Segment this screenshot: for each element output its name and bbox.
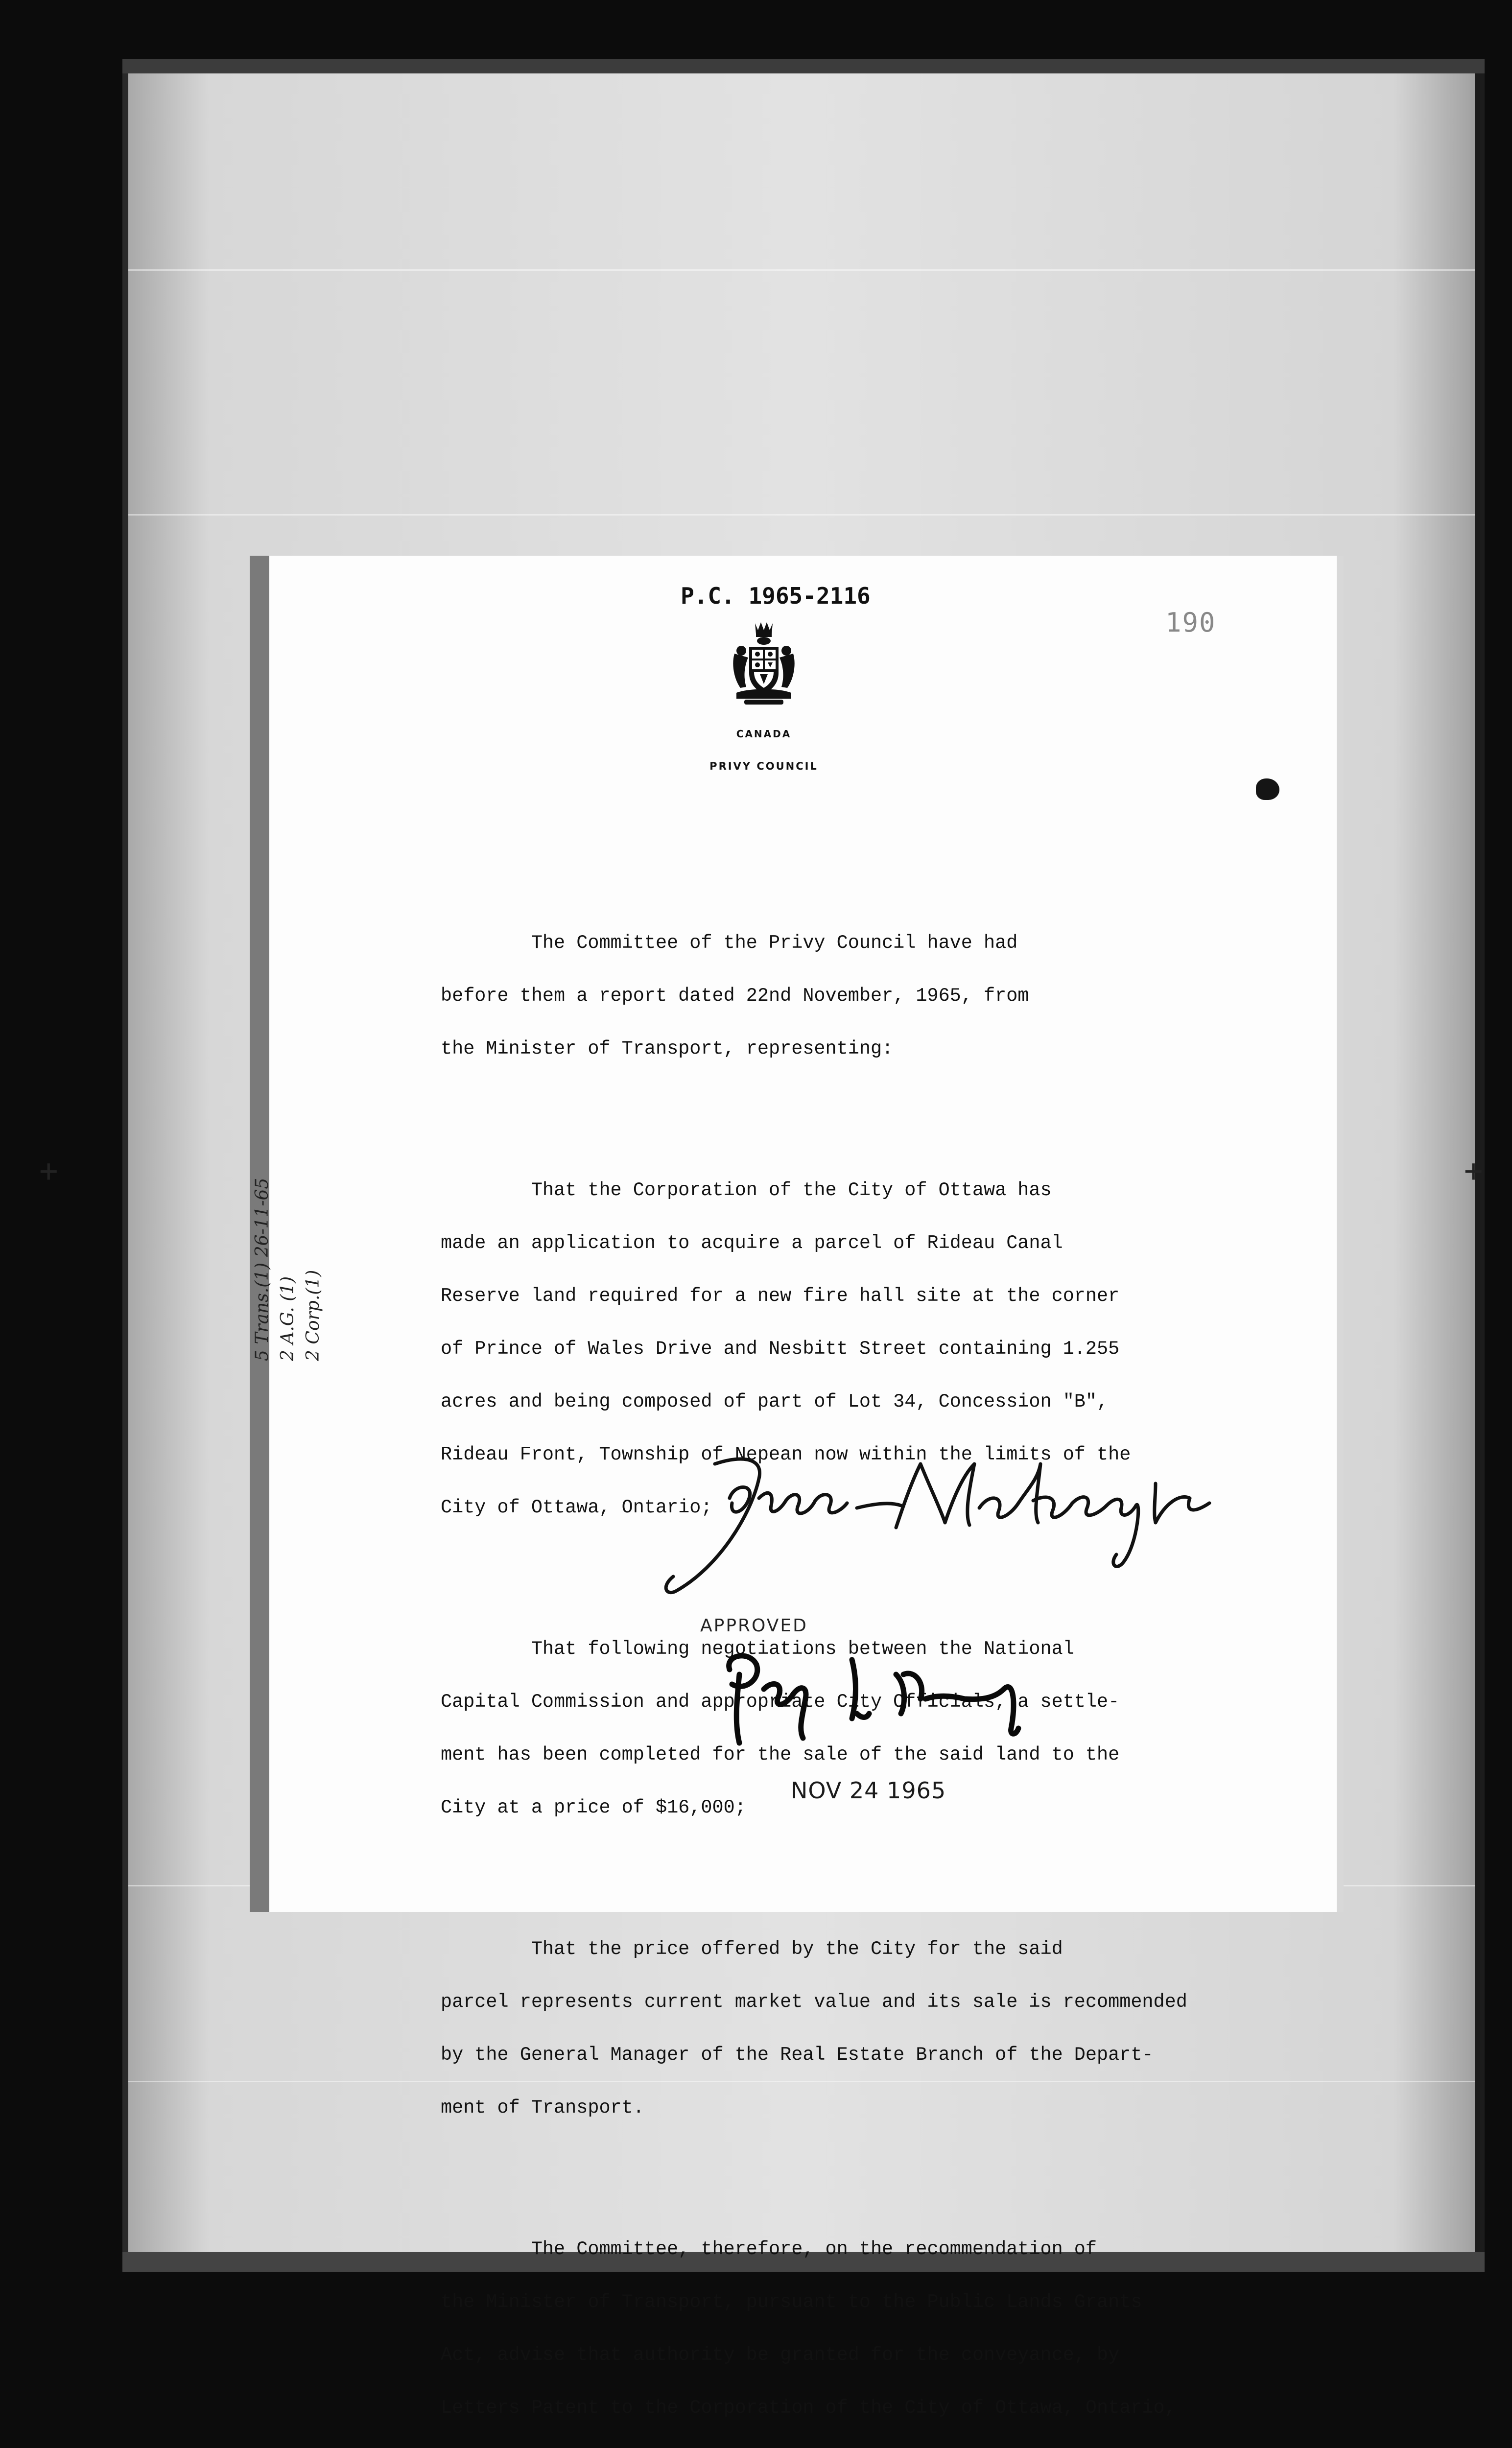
folio-number: 190: [1165, 607, 1216, 638]
text-line: Letters Patent to the Corporation of the City of Ottawa, Ontario,: [441, 2397, 1176, 2419]
text-line: acres and being composed of part of Lot 34, Concession "B",: [441, 1391, 1109, 1412]
text-line: The Committee, therefore, on the recommendation of: [441, 2238, 1097, 2260]
film-streak: [128, 514, 1475, 516]
text-line: by the General Manager of the Real Estate Branch of the Depart-: [441, 2044, 1154, 2066]
text-line: the Minister of Transport, representing:: [441, 1038, 894, 1059]
paragraph-preamble: [441, 899, 1273, 1093]
note-line: 2 A.G. (1): [278, 1276, 298, 1361]
order-in-council-number: P.C. 1965-2116: [681, 583, 871, 609]
text-line: ment has been completed for the sale of the said land to the: [441, 1744, 1120, 1765]
text-line: ment of Transport.: [441, 2097, 644, 2118]
text-line: The Committee of the Privy Council have had: [441, 932, 1018, 954]
ink-blot: [1256, 778, 1279, 800]
coat-of-arms-icon: [730, 619, 798, 707]
registration-mark-left: +: [39, 1153, 58, 1189]
film-top-edge: [122, 59, 1485, 75]
text-line: made an application to acquire a parcel of Rideau Canal: [441, 1232, 1063, 1254]
registration-mark-right: +: [1464, 1153, 1483, 1189]
text-line: the Minister of Transport, pursuant to the Public Lands Grants: [441, 2291, 1142, 2313]
text-line: That the Corporation of the City of Ottawa has: [441, 1179, 1052, 1201]
approval-date-stamp: NOV 24 1965: [791, 1777, 946, 1804]
distribution-note: [250, 1177, 495, 1361]
text-line: That following negotiations between the National: [441, 1638, 1074, 1660]
text-line: before them a report dated 22nd November, 1965, from: [441, 985, 1029, 1007]
approved-label: APPROVED: [700, 1616, 808, 1636]
paragraph-price: [441, 1905, 1273, 2152]
note-line: 2 Corp.(1): [303, 1270, 323, 1361]
letterhead-country: CANADA: [736, 728, 792, 740]
text-line: City of Ottawa, Ontario;: [441, 1497, 712, 1518]
clerk-signature: [646, 1444, 1234, 1606]
text-line: Reserve land required for a new fire hall site at the corner: [441, 1285, 1120, 1307]
film-streak: [128, 269, 1475, 271]
text-line: City at a price of $16,000;: [441, 1797, 746, 1818]
text-line: parcel represents current market value and its sale is recommended: [441, 1991, 1187, 2013]
text-line: Capital Commission and appropriate City Officials, a settle-: [441, 1691, 1120, 1713]
text-line: That the price offered by the City for the said: [441, 1938, 1063, 1960]
governor-general-signature: [710, 1645, 1043, 1758]
text-line: of Prince of Wales Drive and Nesbitt Street containing 1.255: [441, 1338, 1120, 1360]
text-line: Rideau Front, Township of Nepean now within the limits of the: [441, 1444, 1131, 1465]
note-line: 5 Trans.(1) 26-11-65: [252, 1177, 272, 1361]
paragraph-recommendation: [441, 2205, 1273, 2448]
letterhead-council: PRIVY COUNCIL: [709, 760, 818, 772]
text-line: Act, advise that authority be granted for the conveyance, by: [441, 2344, 1120, 2366]
